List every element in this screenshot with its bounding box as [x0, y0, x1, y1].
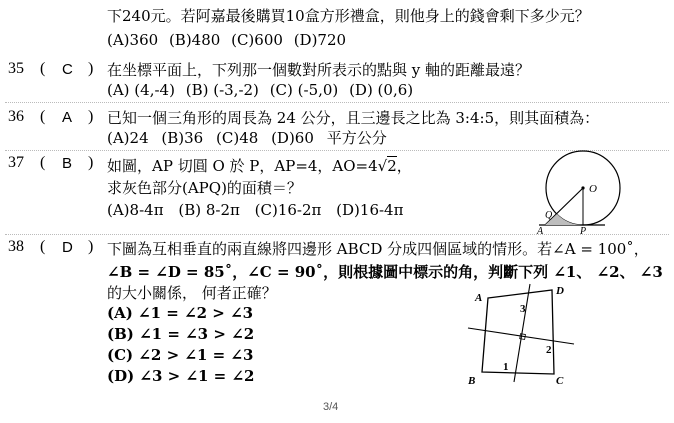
- q38-number: 38: [8, 238, 24, 255]
- center-o: [581, 186, 584, 189]
- q35-text: 在坐標平面上，下列那一個數對所表示的點與 y 軸的距離最遠？: [107, 61, 531, 79]
- label-b: B: [468, 375, 476, 387]
- divider: [5, 102, 669, 103]
- angle-3-label: 3: [520, 303, 526, 315]
- label-a: A: [537, 226, 544, 234]
- q38-option-c: (C) ∠2 > ∠1 = ∠3: [107, 346, 254, 364]
- q37-number: 37: [8, 154, 24, 171]
- q36-number: 36: [8, 108, 24, 125]
- q35-number: 35: [8, 60, 24, 77]
- q38-quadrilateral-figure: [462, 282, 580, 388]
- q36-option-a: (A)24: [107, 129, 149, 147]
- q37-line2: 求灰色部分(APQ)的面積＝？: [107, 179, 302, 197]
- label-a: A: [475, 292, 483, 304]
- angle-1-label: 1: [503, 361, 509, 373]
- q34-option-c: (C)600: [231, 31, 283, 49]
- q37-option-d: (D)16-4π: [336, 201, 404, 219]
- q38-option-d: (D) ∠3 > ∠1 = ∠2: [107, 367, 255, 385]
- q36-option-d: (D)60: [271, 129, 314, 147]
- q37-line1: [107, 156, 412, 176]
- q35-answer: C: [62, 61, 73, 78]
- label-c: C: [556, 375, 564, 387]
- q36-unit: 平方公分: [326, 129, 387, 147]
- q35-option-d: (D) (0,6): [349, 81, 414, 99]
- q37-answer: B: [62, 155, 73, 172]
- q35-option-c: (C) (-5,0): [269, 81, 339, 99]
- q38-line2: ∠B = ∠D = 85˚，∠C = 90˚，則根據圖中標示的角，判斷下列 ∠1、 ∠2、 ∠3: [107, 263, 663, 281]
- angle-2-label: 2: [546, 344, 552, 356]
- divider: [5, 234, 669, 235]
- q35-close-paren: ): [88, 60, 94, 77]
- q37-circle-figure: [535, 148, 670, 234]
- sqrt-symbol: √: [377, 157, 388, 175]
- q37-line1-text: 如圖，AP 切圓 O 於 P，AP=4，AO=4: [107, 157, 378, 175]
- q37-option-c: (C)16-2π: [254, 201, 322, 219]
- q34-option-d: (D)720: [293, 31, 347, 49]
- q38-line3: 的大小關係， 何者正確？: [107, 284, 277, 302]
- q38-option-b: (B) ∠1 = ∠3 > ∠2: [107, 325, 255, 343]
- q38-open-paren: (: [40, 238, 46, 255]
- label-p: P: [580, 226, 587, 234]
- q34-line1: 下240元。若阿嘉最後購買10盒方形禮盒，則他身上的錢會剩下多少元？: [107, 7, 590, 25]
- q37-close-paren: ): [88, 154, 94, 171]
- label-d: D: [556, 285, 564, 297]
- q35-option-a: (A) (4,-4): [107, 81, 175, 99]
- label-q: Q: [545, 210, 553, 221]
- q36-text: 已知一個三角形的周長為 24 公分，且三邊長之比為 3:4:5，則其面積為：: [107, 109, 600, 127]
- q37-option-a: (A)8-4π: [107, 201, 164, 219]
- q35-option-b: (B) (-3,-2): [185, 81, 259, 99]
- q38-line1: 下圖為互相垂直的兩直線將四邊形 ABCD 分成四個區域的情形。若∠A = 100˚，: [107, 240, 649, 258]
- q36-close-paren: ): [88, 108, 94, 125]
- q37-sqrt-value: 2: [387, 157, 397, 175]
- label-o: O: [589, 183, 597, 195]
- q34-options: [107, 30, 346, 50]
- q34-option-a: (A)360: [107, 31, 159, 49]
- q37-options: [107, 200, 403, 220]
- q35-options: [107, 80, 413, 100]
- q35-open-paren: (: [40, 60, 46, 77]
- q38-close-paren: ): [88, 238, 94, 255]
- q36-answer: A: [62, 109, 73, 126]
- q36-open-paren: (: [40, 108, 46, 125]
- q36-options: [107, 128, 387, 148]
- q36-option-c: (C)48: [216, 129, 259, 147]
- page-number: 3/4: [323, 401, 339, 413]
- q37-line1-end: ，: [396, 157, 412, 175]
- q36-option-b: (B)36: [161, 129, 204, 147]
- q34-option-b: (B)480: [168, 31, 221, 49]
- q37-open-paren: (: [40, 154, 46, 171]
- q37-option-b: (B) 8-2π: [178, 201, 240, 219]
- line-vertical: [514, 284, 530, 382]
- q38-answer: D: [62, 239, 73, 256]
- q38-option-a: (A) ∠1 = ∠2 > ∠3: [107, 304, 254, 322]
